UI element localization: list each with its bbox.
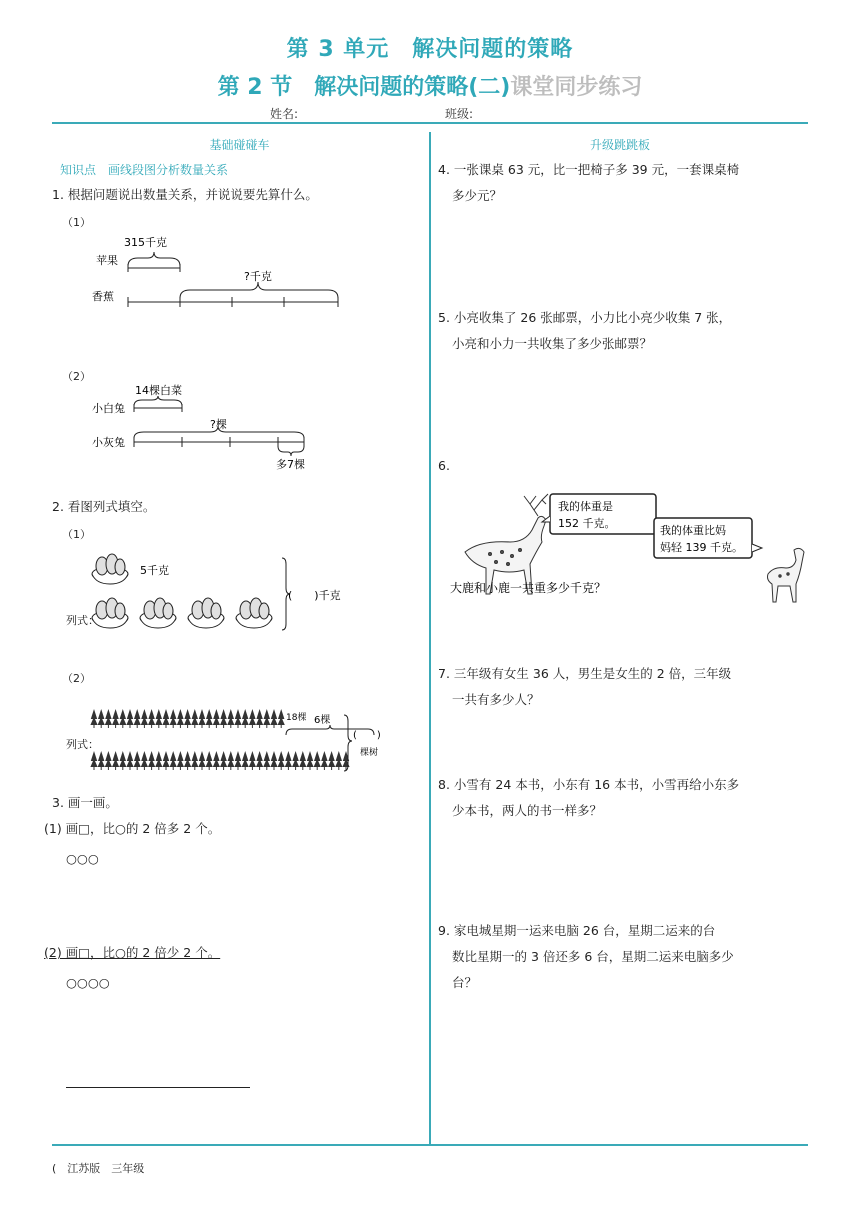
tree-icon xyxy=(119,751,126,767)
section-title-sub: 课堂同步练习 xyxy=(510,75,643,100)
tree-icon xyxy=(213,751,220,767)
tree-icon xyxy=(198,751,205,767)
big-deer-speech-bubble xyxy=(542,494,656,534)
rabbit-diagram xyxy=(90,380,320,475)
banana-segment xyxy=(128,282,338,307)
question-3: 3. 画一画。 xyxy=(52,795,118,810)
tree-icon xyxy=(177,751,184,767)
q5-line-1: 5. 小亮收集了 26 张邮票，小力比小亮少收集 7 张， xyxy=(438,310,732,325)
footer-text: ( 江苏版 三年级 xyxy=(52,1162,145,1175)
tree-icon xyxy=(220,709,227,725)
tree-icon xyxy=(126,751,133,767)
tree-icon xyxy=(155,751,162,767)
tree-icon xyxy=(90,709,97,725)
bubble-1-line-1: 我的体重是 xyxy=(558,500,613,513)
basket-weight: 5千克 xyxy=(140,564,169,577)
tree-icon xyxy=(170,751,177,767)
question-4 xyxy=(438,157,739,209)
answer-line xyxy=(66,1087,250,1088)
q6-question: 大鹿和小鹿一共重多少千克？ xyxy=(450,581,607,595)
deer-figure xyxy=(450,490,810,610)
big-deer-icon xyxy=(465,494,548,594)
tree-icon xyxy=(98,751,105,767)
apple-banana-diagram xyxy=(90,228,350,308)
tree-icon xyxy=(256,751,263,767)
grey-rabbit-label: 小灰兔 xyxy=(92,436,125,449)
tree-icon xyxy=(278,751,285,767)
tree-icon xyxy=(162,709,169,725)
banana-label: 香蕉 xyxy=(92,290,114,303)
q2-expr-2: 列式： xyxy=(66,738,99,751)
tree-icon xyxy=(256,709,263,725)
tree-icon xyxy=(227,751,234,767)
question-2: 2. 看图列式填空。 xyxy=(52,499,156,514)
q1-part-2: （2） xyxy=(62,370,91,383)
tree-icon xyxy=(306,751,313,767)
q1-part-1: （1） xyxy=(62,216,91,229)
tree-icon xyxy=(263,709,270,725)
footer-divider xyxy=(52,1144,808,1146)
tree-icon xyxy=(249,751,256,767)
tree-icon xyxy=(335,751,342,767)
tree-icon xyxy=(321,751,328,767)
question-7 xyxy=(438,661,731,713)
basket-icon xyxy=(92,554,128,584)
q5-line-2: 小亮和小力一共收集了多少张邮票？ xyxy=(452,336,653,351)
tree-icon xyxy=(342,751,349,767)
tree-total-unit: 棵树 xyxy=(360,748,379,758)
small-deer-speech-bubble xyxy=(654,518,762,558)
q7-line-2: 一共有多少人？ xyxy=(452,692,540,707)
q3-circles-1: ○○○ xyxy=(66,851,99,866)
q2-part-2: （2） xyxy=(62,672,91,685)
q4-line-1: 4. 一张课桌 63 元，比一把椅子多 39 元，一套课桌椅 xyxy=(438,162,740,177)
class-label: 班级: xyxy=(445,107,474,121)
white-rabbit-segment xyxy=(134,396,182,412)
tree-icon xyxy=(234,751,241,767)
tree-icon xyxy=(112,709,119,725)
tree-icon xyxy=(98,709,105,725)
tree-icon xyxy=(162,751,169,767)
tree-icon xyxy=(126,709,133,725)
tree-icon xyxy=(292,751,299,767)
tree-icon xyxy=(184,709,191,725)
column-divider xyxy=(429,132,431,1144)
tree-icon xyxy=(155,709,162,725)
section-title xyxy=(0,70,860,101)
tree-icon xyxy=(328,751,335,767)
tree-icon xyxy=(112,751,119,767)
question-9 xyxy=(438,918,734,996)
apple-label: 苹果 xyxy=(96,254,118,267)
right-section-title: 升级跳跳板 xyxy=(589,138,650,152)
tree-icon xyxy=(105,751,112,767)
grey-rabbit-more: 多7棵 xyxy=(276,458,305,471)
six-trees-label: 6棵 xyxy=(314,715,331,726)
tree-icon xyxy=(299,751,306,767)
q7-line-1: 7. 三年级有女生 36 人，男生是女生的 2 倍，三年级 xyxy=(438,666,732,681)
left-section-title: 基础碰碰车 xyxy=(209,138,270,152)
tree-icon xyxy=(191,751,198,767)
apple-weight: 315千克 xyxy=(124,236,167,249)
tree-icon xyxy=(170,709,177,725)
tree-icon xyxy=(242,751,249,767)
q8-line-1: 8. 小雪有 24 本书，小东有 16 本书，小雪再给小东多 xyxy=(438,777,740,792)
white-rabbit-count: 14棵白菜 xyxy=(135,384,182,397)
tree-row-1 xyxy=(90,709,284,728)
tree-icon xyxy=(141,751,148,767)
tree-icon xyxy=(191,709,198,725)
banana-question: ?千克 xyxy=(244,270,272,283)
q3-statement-1: (1) 画□，比○的 2 倍多 2 个。 xyxy=(44,821,221,836)
bubble-2-line-1: 我的体重比妈 xyxy=(660,524,726,537)
name-label: 姓名: xyxy=(270,107,299,121)
header-divider xyxy=(52,122,808,124)
q4-line-2: 多少元？ xyxy=(452,188,503,203)
section-title-main: 第 2 节 解决问题的策略(二) xyxy=(217,75,511,100)
bubble-2-line-2: 妈轻 139 千克。 xyxy=(660,541,743,554)
grey-rabbit-question: ?棵 xyxy=(210,418,227,431)
tree-icon xyxy=(134,751,141,767)
tree-icon xyxy=(242,709,249,725)
white-rabbit-label: 小白兔 xyxy=(92,402,125,415)
tree-row-2 xyxy=(90,751,349,770)
small-deer-icon xyxy=(768,548,805,602)
tree-icon xyxy=(220,751,227,767)
tree-icon xyxy=(141,709,148,725)
unit-title: 第 3 单元 解决问题的策略 xyxy=(286,37,574,62)
basket-icon xyxy=(140,598,176,628)
tree-icon xyxy=(177,709,184,725)
tree-icon xyxy=(206,709,213,725)
tree-icon xyxy=(278,709,285,725)
tree-icon xyxy=(148,709,155,725)
q2-expr-1: 列式： xyxy=(66,614,99,627)
question-1: 1. 根据问题说出数量关系，并说说要先算什么。 xyxy=(52,187,318,202)
tree-icon xyxy=(134,709,141,725)
tree-icon xyxy=(314,751,321,767)
tree-icon xyxy=(270,751,277,767)
q9-line-3: 台？ xyxy=(452,975,478,990)
eighteen-trees-label: 18棵 xyxy=(286,713,307,723)
q9-line-1: 9. 家电城星期一运来电脑 26 台，星期二运来的台 xyxy=(438,923,716,938)
tree-icon xyxy=(213,709,220,725)
tree-icon xyxy=(148,751,155,767)
q8-line-2: 少本书，两人的书一样多？ xyxy=(452,803,603,818)
basket-icon xyxy=(188,598,224,628)
q9-line-2: 数比星期一的 3 倍还多 6 台，星期二运来电脑多少 xyxy=(452,949,734,964)
tree-icon xyxy=(105,709,112,725)
vegetable-baskets-figure xyxy=(88,540,368,640)
question-5 xyxy=(438,305,731,357)
tree-icon xyxy=(184,751,191,767)
knowledge-point: 知识点 画线段图分析数量关系 xyxy=(60,163,229,177)
apple-segment xyxy=(128,252,180,272)
tree-rows-figure xyxy=(88,705,418,777)
tree-icon xyxy=(227,709,234,725)
tree-icon xyxy=(119,709,126,725)
tree-total-blank: ( ) xyxy=(353,730,381,741)
tree-icon xyxy=(270,709,277,725)
q3-circles-2: ○○○○ xyxy=(66,975,110,990)
basket-icon xyxy=(236,598,272,628)
question-6-number: 6. xyxy=(438,458,450,473)
tree-icon xyxy=(234,709,241,725)
tree-icon xyxy=(263,751,270,767)
total-weight-blank: ( )千克 xyxy=(288,589,341,602)
tree-icon xyxy=(90,751,97,767)
tree-icon xyxy=(198,709,205,725)
q3-statement-2: (2) 画□，比○的 2 倍少 2 个。 xyxy=(44,945,221,960)
bubble-1-line-2: 152 千克。 xyxy=(558,517,616,530)
question-8 xyxy=(438,772,739,824)
tree-icon xyxy=(206,751,213,767)
tree-icon xyxy=(285,751,292,767)
tree-icon xyxy=(249,709,256,725)
q2-part-1: （1） xyxy=(62,528,91,541)
